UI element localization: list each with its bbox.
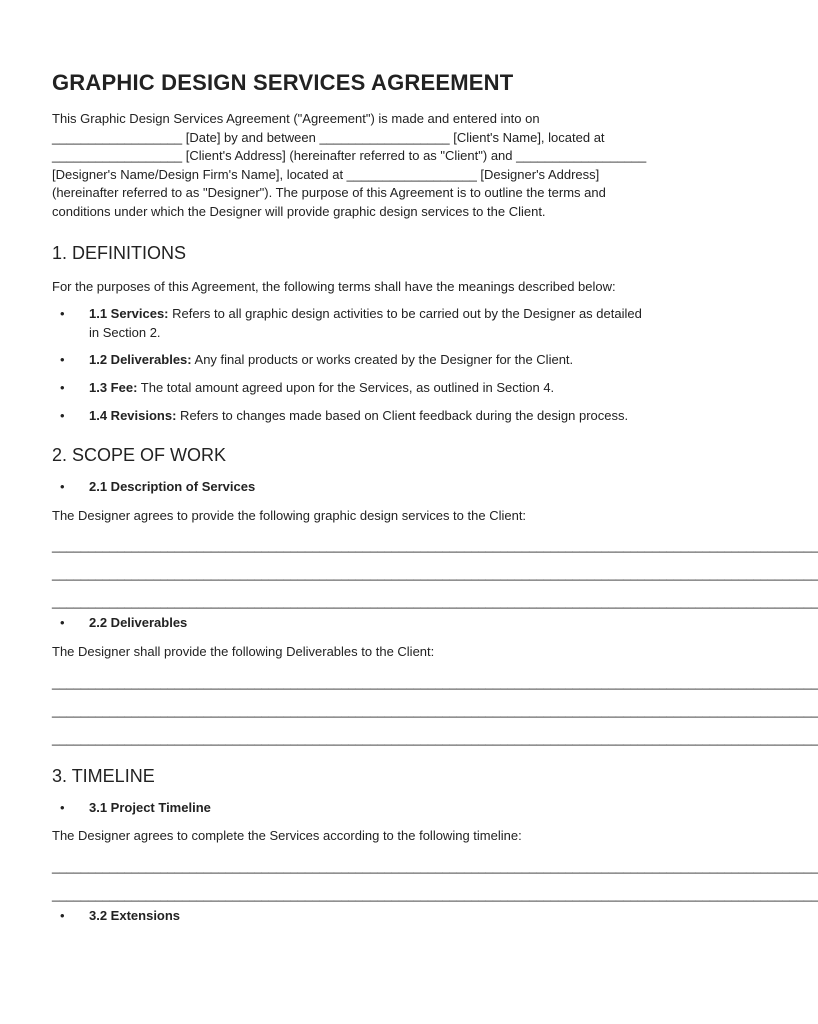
fill-in-line: __________________________________________________________________________________________________________	[52, 730, 818, 746]
fill-in-line: __________________________________________________________________________________________________________	[52, 702, 818, 718]
document-title: GRAPHIC DESIGN SERVICES AGREEMENT	[52, 70, 514, 95]
bullet-icon: •	[60, 615, 65, 631]
timeline-list-2	[52, 907, 720, 926]
term-label: 1.3 Fee:	[89, 379, 138, 395]
section-heading-timeline: 3. TIMELINE	[52, 765, 155, 786]
list-item	[52, 799, 720, 818]
bullet-icon: •	[60, 306, 65, 322]
timeline-text: The Designer agrees to complete the Services according to the following timeline:	[52, 828, 522, 844]
definitions-lead: For the purposes of this Agreement, the following terms shall have the meanings described below:	[52, 278, 616, 294]
intro-line: __________________ [Client's Address] (hereinafter referred to as "Client") and __________________	[52, 148, 647, 164]
bullet-icon: •	[60, 799, 65, 815]
intro-line: conditions under which the Designer will provide graphic design services to the Client.	[52, 203, 546, 219]
subsection-title: 2.1 Description of Services	[89, 479, 256, 495]
list-item	[52, 407, 720, 426]
list-item	[52, 305, 720, 342]
term-text: Refers to all graphic design activities to be carried out by the Designer as detailed	[168, 306, 642, 322]
definitions-list	[52, 305, 720, 425]
intro-line: [Designer's Name/Design Firm's Name], located at __________________ [Designer's Address]	[52, 166, 600, 182]
term-text: Any final products or works created by the Designer for the Client.	[191, 352, 574, 368]
document-page	[52, 70, 818, 925]
bullet-icon: •	[60, 379, 65, 395]
fill-in-line: __________________________________________________________________________________________________________	[52, 566, 818, 582]
list-item	[52, 478, 720, 497]
scope-list-1	[52, 478, 720, 497]
term-label: 1.4 Revisions:	[89, 407, 177, 423]
term-label: 1.2 Deliverables:	[89, 352, 192, 368]
fill-in-line: __________________________________________________________________________________________________________	[52, 538, 818, 554]
bullet-icon: •	[60, 352, 65, 368]
fill-in-line: __________________________________________________________________________________________________________	[52, 858, 818, 874]
fill-in-line: __________________________________________________________________________________________________________	[52, 886, 818, 902]
list-item	[52, 614, 720, 633]
intro-line: __________________ [Date] by and between __________________ [Client's Name], located at	[52, 129, 605, 145]
timeline-list-1	[52, 799, 720, 818]
bullet-icon: •	[60, 407, 65, 423]
intro-line: (hereinafter referred to as "Designer"). The purpose of this Agreement is to outline the terms and	[52, 185, 606, 201]
section-heading-definitions: 1. DEFINITIONS	[52, 242, 187, 263]
section-heading-scope: 2. SCOPE OF WORK	[52, 445, 227, 466]
scope-text: The Designer agrees to provide the following graphic design services to the Client:	[52, 507, 527, 523]
fill-in-line: __________________________________________________________________________________________________________	[52, 674, 818, 690]
subsection-title: 3.1 Project Timeline	[89, 799, 211, 815]
list-item	[52, 907, 720, 926]
intro-line: This Graphic Design Services Agreement ("Agreement") is made and entered into on	[52, 111, 540, 126]
intro-paragraph	[52, 110, 720, 222]
bullet-icon: •	[60, 907, 65, 923]
term-label: 1.1 Services:	[89, 306, 169, 322]
scope-list-2	[52, 614, 720, 633]
subsection-title: 2.2 Deliverables	[89, 615, 188, 631]
term-text: in Section 2.	[89, 324, 161, 340]
term-text: Refers to changes made based on Client feedback during the design process.	[176, 407, 629, 423]
list-item	[52, 379, 720, 398]
term-text: The total amount agreed upon for the Services, as outlined in Section 4.	[137, 379, 555, 395]
list-item	[52, 351, 720, 370]
subsection-title: 3.2 Extensions	[89, 907, 181, 923]
fill-in-line: __________________________________________________________________________________________________________	[52, 594, 818, 610]
scope-text: The Designer shall provide the following Deliverables to the Client:	[52, 643, 435, 659]
bullet-icon: •	[60, 479, 65, 495]
